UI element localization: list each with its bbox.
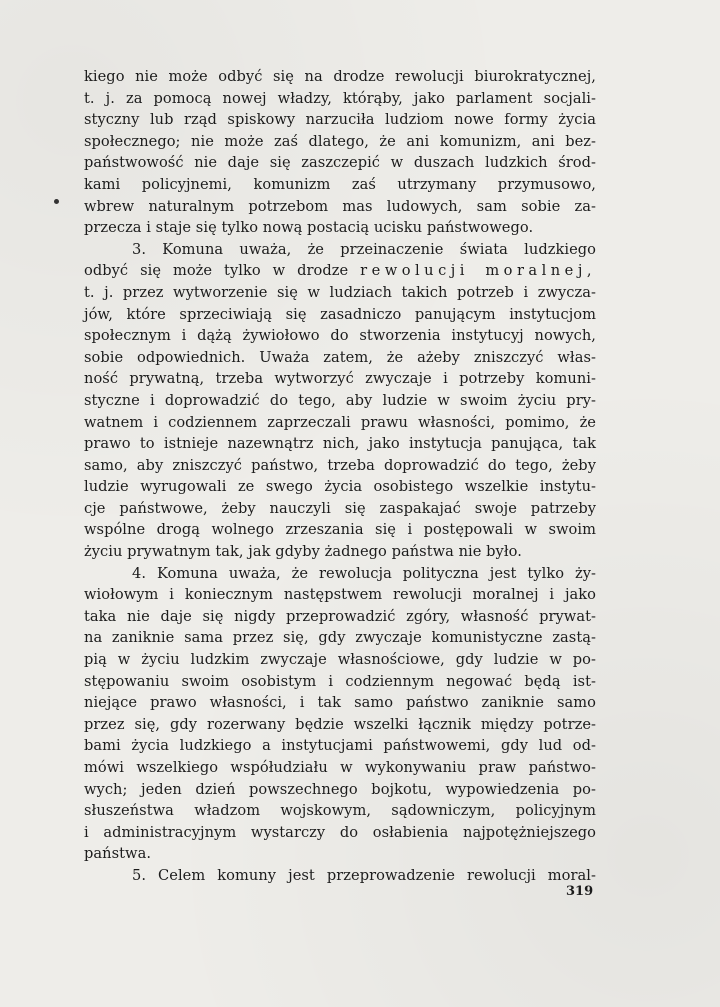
text-line: sobie odpowiednich. Uważa zatem, że ażeby zniszczyć włas- <box>84 348 596 366</box>
text-line: państwowość nie daje się zaszczepić w duszach ludzkich środ- <box>84 154 596 172</box>
text-line: pią w życiu ludzkim zwyczaje własnościowe, gdy ludzie w po- <box>84 651 596 669</box>
text-line: t. j. przez wytworzenie się w ludziach takich potrzeb i zwycza- <box>84 283 596 301</box>
text-line: ludzie wyrugowali ze swego życia osobistego wszelkie instytu- <box>84 478 596 496</box>
text-line: styczne i doprowadzić do tego, aby ludzie w swoim życiu pry- <box>84 391 596 409</box>
text-line: styczny lub rząd spiskowy narzuciła ludziom nowe formy życia <box>84 111 596 129</box>
text-line: 3. Komuna uważa, że przeinaczenie świata ludzkiego <box>132 240 596 258</box>
text-line: społecznym i dążą żywiołowo do stworzenia instytucyj nowych, <box>84 327 596 345</box>
margin-dot-mark <box>54 199 59 204</box>
text-line: cje państwowe, żeby nauczyli się zaspakajać swoje patrzeby <box>84 499 596 517</box>
text-line: wych; jeden dzień powszechnego bojkotu, wypowiedzenia po- <box>84 780 596 798</box>
text-line: taka nie daje się nigdy przeprowadzić zgóry, własność prywat- <box>84 607 596 625</box>
text-line: kiego nie może odbyć się na drodze rewolucji biurokratycznej, <box>84 68 596 85</box>
text-line: 5. Celem komuny jest przeprowadzenie rewolucji moral- <box>132 866 596 884</box>
page-number: 319 <box>566 884 594 899</box>
emphasized-spaced-text: rewolucji moralnej, <box>360 262 596 280</box>
text-line: bami życia ludzkiego a instytucjami państwowemi, gdy lud od- <box>84 737 596 755</box>
text-line: życiu prywatnym tak, jak gdyby żadnego państwa nie było. <box>84 543 522 561</box>
text-line: watnem i codziennem zaprzeczali prawu własności, pomimo, że <box>84 413 596 431</box>
text-line: ność prywatną, trzeba wytworzyć zwyczaje i potrzeby komuni- <box>84 370 596 388</box>
text-line: wbrew naturalnym potrzebom mas ludowych, sam sobie za- <box>84 197 596 215</box>
text-line: mówi wszelkiego współudziału w wykonywaniu praw państwo- <box>84 759 596 776</box>
text-line: prawo to istnieje nazewnątrz nich, jako instytucja panująca, tak <box>84 435 596 453</box>
text-line: stępowaniu swoim osobistym i codziennym negować będą ist- <box>84 672 596 690</box>
text-line: państwa. <box>84 845 152 863</box>
text-line: wiołowym i koniecznym następstwem rewolucji moralnej i jako <box>84 586 596 604</box>
text-line: społecznego; nie może zaś dlatego, że ani komunizm, ani bez- <box>84 132 596 150</box>
text-line: i administracyjnym wystarczy do osłabienia najpotężniejszego <box>84 823 596 841</box>
text-line: niejące prawo własności, i tak samo państwo zaniknie samo <box>84 694 596 712</box>
text-line: t. j. za pomocą nowej władzy, którąby, jako parlament socjali- <box>84 89 596 107</box>
text-line <box>84 260 596 282</box>
text-line: przecza i staje się tylko nową postacią ucisku państwowego. <box>84 219 534 237</box>
text-line: 4. Komuna uważa, że rewolucja polityczna jest tylko ży- <box>132 564 596 582</box>
text-line: przez się, gdy rozerwany będzie wszelki łącznik między potrze- <box>84 715 596 733</box>
text-line: na zaniknie sama przez się, gdy zwyczaje komunistyczne zastą- <box>84 629 596 647</box>
text-line: słuszeństwa władzom wojskowym, sądowniczym, policyjnym <box>84 802 596 820</box>
text-line: kami policyjnemi, komunizm zaś utrzymany przymusowo, <box>84 175 596 193</box>
body-text <box>84 66 596 887</box>
text-line: jów, które sprzeciwiają się zasadniczo panującym instytucjom <box>84 305 596 323</box>
text-line: samo, aby zniszczyć państwo, trzeba doprowadzić do tego, żeby <box>84 456 596 474</box>
text-line: wspólne drogą wolnego zrzeszania się i postępowali w swoim <box>84 521 596 539</box>
text-line-segment: odbyć się może tylko w drodze <box>84 262 361 280</box>
